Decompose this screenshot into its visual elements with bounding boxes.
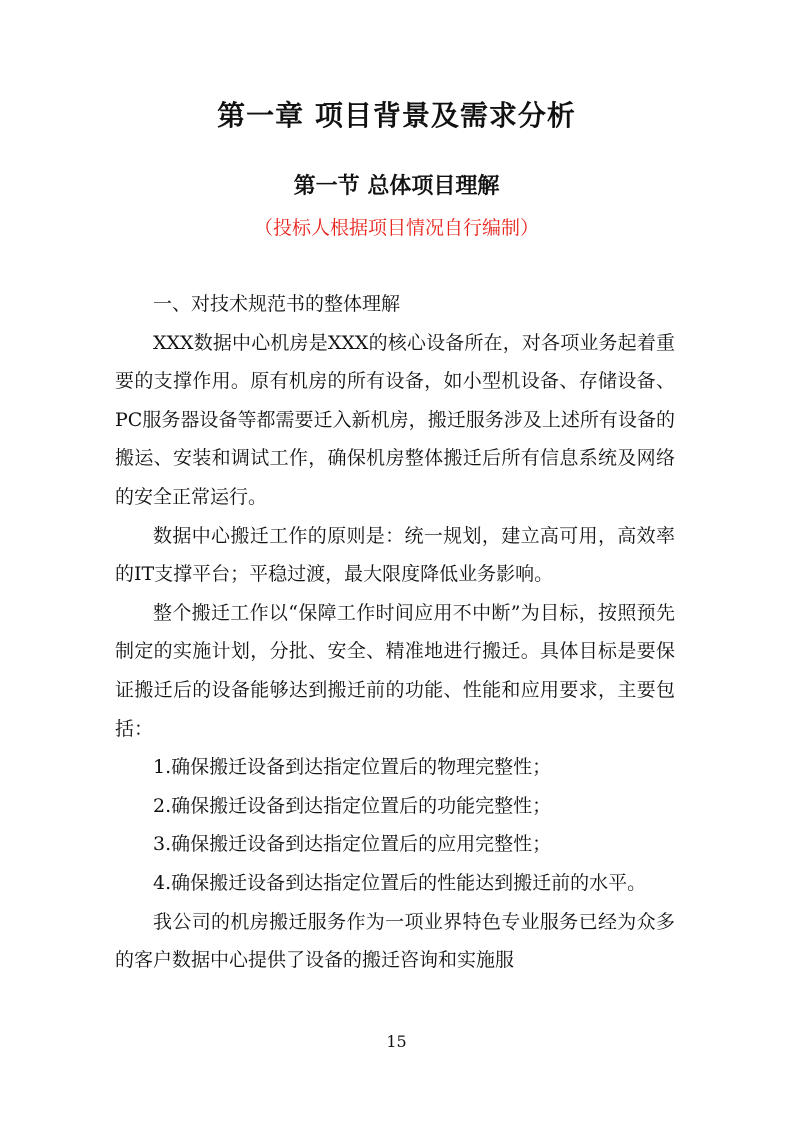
chapter-title: 第一章 项目背景及需求分析 <box>217 99 576 132</box>
paragraph-intro: XXX数据中心机房是XXX的核心设备所在，对各项业务起着重要的支撑作用。原有机房的所有设备，如小型机设备、存储设备、PC服务器设备等都需要迁入新机房，搬迁服务涉及上述所有设备的搬运、安装和调试工作，确保机房整体搬迁后所有信息系统及网络的安全正常运行。 <box>115 331 675 508</box>
body-text <box>115 285 675 980</box>
paragraph-heading-understanding: 一、对技术规范书的整体理解 <box>153 293 401 315</box>
list-item-functional: 2.确保搬迁设备到达指定位置后的功能完整性； <box>153 794 552 817</box>
section-title: 第一节 总体项目理解 <box>293 174 500 199</box>
list-item-application: 3.确保搬迁设备到达指定位置后的应用完整性； <box>153 833 552 856</box>
editorial-note: （投标人根据项目情况自行编制） <box>253 217 539 239</box>
list-item-performance: 4.确保搬迁设备到达指定位置后的性能达到搬迁前的水平。 <box>153 871 647 894</box>
paragraph-goals: 整个搬迁工作以“保障工作时间应用不中断”为目标，按照预先制定的实施计划，分批、安全、精准地进行搬迁。具体目标是要保证搬迁后的设备能够达到搬迁前的功能、性能和应用要求，主要包括： <box>115 601 675 740</box>
page-number: 15 <box>386 1032 407 1051</box>
list-item-physical: 1.确保搬迁设备到达指定位置后的物理完整性； <box>153 756 552 779</box>
paragraph-company-service: 我公司的机房搬迁服务作为一项业界特色专业服务已经为众多的客户数据中心提供了设备的搬迁咨询和实施服 <box>115 910 675 972</box>
paragraph-principles: 数据中心搬迁工作的原则是：统一规划，建立高可用，高效率的IT支撑平台；平稳过渡，最大限度降低业务影响。 <box>115 524 675 586</box>
